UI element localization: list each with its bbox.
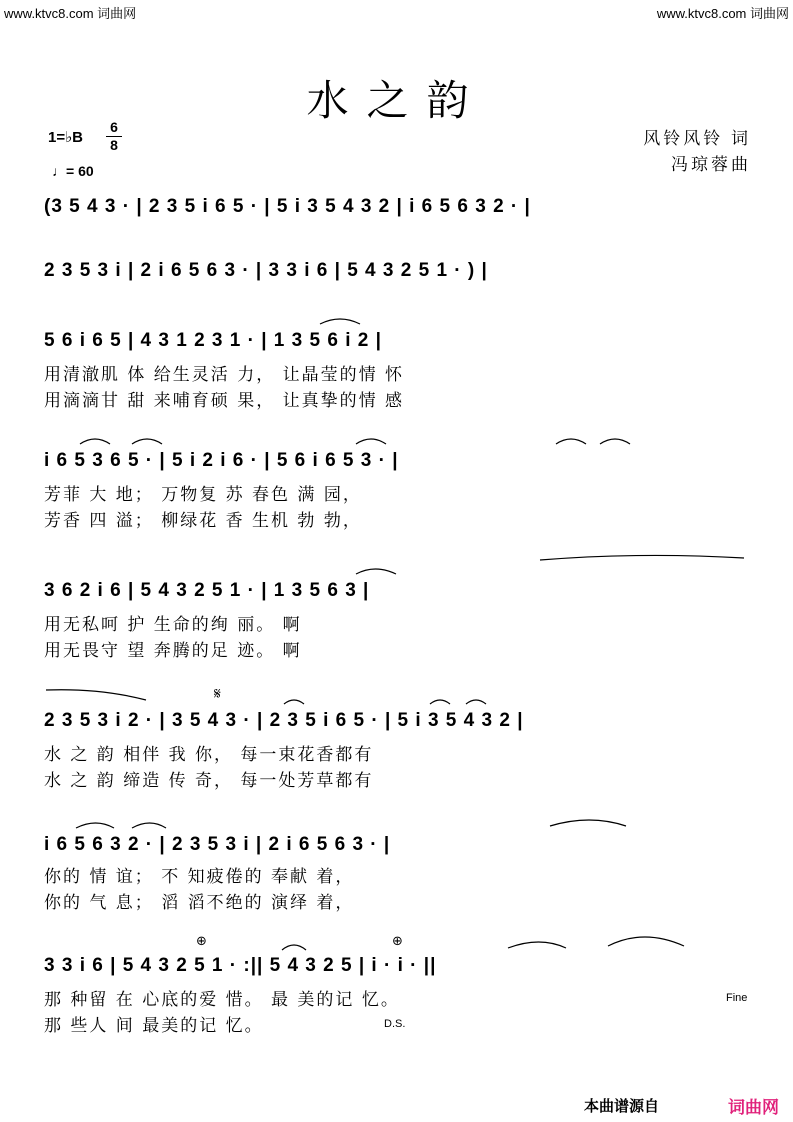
composer-credit: 冯琼蓉曲 xyxy=(671,155,751,174)
ds-mark: D.S. xyxy=(384,1018,406,1030)
fine-mark: Fine xyxy=(726,992,748,1004)
song-title: 水之韵 xyxy=(306,76,487,125)
slur xyxy=(430,700,450,704)
notes-line: i 6 5 6 3 2 · | 2 3 5 3 i | 2 i 6 5 6 3 · | xyxy=(44,834,391,855)
slur xyxy=(356,439,386,444)
tempo-mark: ♩= 60 xyxy=(52,163,94,179)
lyrics-verse-1: 用清澈肌 体 给生灵活 力， 让晶莹的情 怀 xyxy=(44,365,405,385)
slur xyxy=(282,945,306,950)
slur xyxy=(46,690,146,700)
notes-line: (3 5 4 3 · | 2 3 5 i 6 5 · | 5 i 3 5 4 3 2 | i 6 5 6 3 2 · | xyxy=(44,196,531,217)
key-signature: 1=♭B xyxy=(48,129,84,146)
slur xyxy=(466,700,486,704)
slur xyxy=(600,439,630,444)
slur xyxy=(556,439,586,444)
lyrics-verse-2: 用滴滴甘 甜 来哺育硕 果， 让真挚的情 感 xyxy=(44,391,405,411)
source-label: 本曲谱源自 xyxy=(584,1098,660,1115)
slur xyxy=(80,439,110,444)
coda-mark: ⊕ xyxy=(392,933,403,948)
lyrics-verse-2: 用无畏守 望 奔腾的足 迹。 啊 xyxy=(44,641,302,661)
lyrics-verse-2: 水 之 韵 缔造 传 奇， 每一处芳草都有 xyxy=(44,771,374,791)
time-signature-bottom: 8 xyxy=(110,137,118,153)
lyrics-verse-1: 那 种留 在 心底的爱 惜。 最 美的记 忆。 xyxy=(44,990,400,1010)
lyrics-verse-2: 芳香 四 溢； 柳绿花 香 生机 勃 勃， xyxy=(44,511,362,531)
lyrics-verse-2: 那 些人 间 最美的记 忆。 xyxy=(44,1016,264,1036)
lyrics-verse-1: 芳菲 大 地； 万物复 苏 春色 满 园， xyxy=(44,485,362,505)
notes-line: 2 3 5 3 i 2 · | 3 5 4 3 · | 2 3 5 i 6 5 · | 5 i 3 5 4 3 2 | xyxy=(44,710,524,731)
time-signature-top: 6 xyxy=(110,119,118,135)
slur xyxy=(508,942,566,948)
slur xyxy=(284,700,304,704)
notes-line: 2 3 5 3 i | 2 i 6 5 6 3 · | 3 3 i 6 | 5 4 3 2 5 1 · ) | xyxy=(44,260,488,281)
site-url-left[interactable]: www.ktvc8.com 词曲网 xyxy=(4,6,137,21)
slur xyxy=(76,823,114,828)
lyrics-verse-1: 用无私呵 护 生命的绚 丽。 啊 xyxy=(44,615,302,635)
lyrics-verse-1: 水 之 韵 相伴 我 你， 每一束花香都有 xyxy=(44,745,374,765)
slur xyxy=(608,937,684,946)
slur xyxy=(550,820,626,826)
slur xyxy=(320,319,360,324)
slur xyxy=(132,823,166,828)
lyricist-credit: 风铃风铃 词 xyxy=(643,129,751,148)
slur xyxy=(356,569,396,574)
lyrics-verse-1: 你的 情 谊； 不 知疲倦的 奉献 着， xyxy=(44,867,355,887)
coda-mark: ⊕ xyxy=(196,933,207,948)
site-url-right[interactable]: www.ktvc8.com 词曲网 xyxy=(656,6,789,21)
notes-line: 3 6 2 i 6 | 5 4 3 2 5 1 · | 1 3 5 6 3 | xyxy=(44,580,370,601)
segno-mark: 𝄋 xyxy=(214,686,221,703)
site-logo[interactable]: 词曲网 xyxy=(728,1098,779,1117)
slur xyxy=(132,439,162,444)
notes-line: 3 3 i 6 | 5 4 3 2 5 1 · :|| 5 4 3 2 5 | i · i · || xyxy=(44,955,437,976)
slur xyxy=(540,555,744,560)
notes-line: i 6 5 3 6 5 · | 5 i 2 i 6 · | 5 6 i 6 5 3 · | xyxy=(44,450,399,471)
notes-line: 5 6 i 6 5 | 4 3 1 2 3 1 · | 1 3 5 6 i 2 | xyxy=(44,330,382,351)
lyrics-verse-2: 你的 气 息； 滔 滔不绝的 演绎 着， xyxy=(44,893,355,913)
